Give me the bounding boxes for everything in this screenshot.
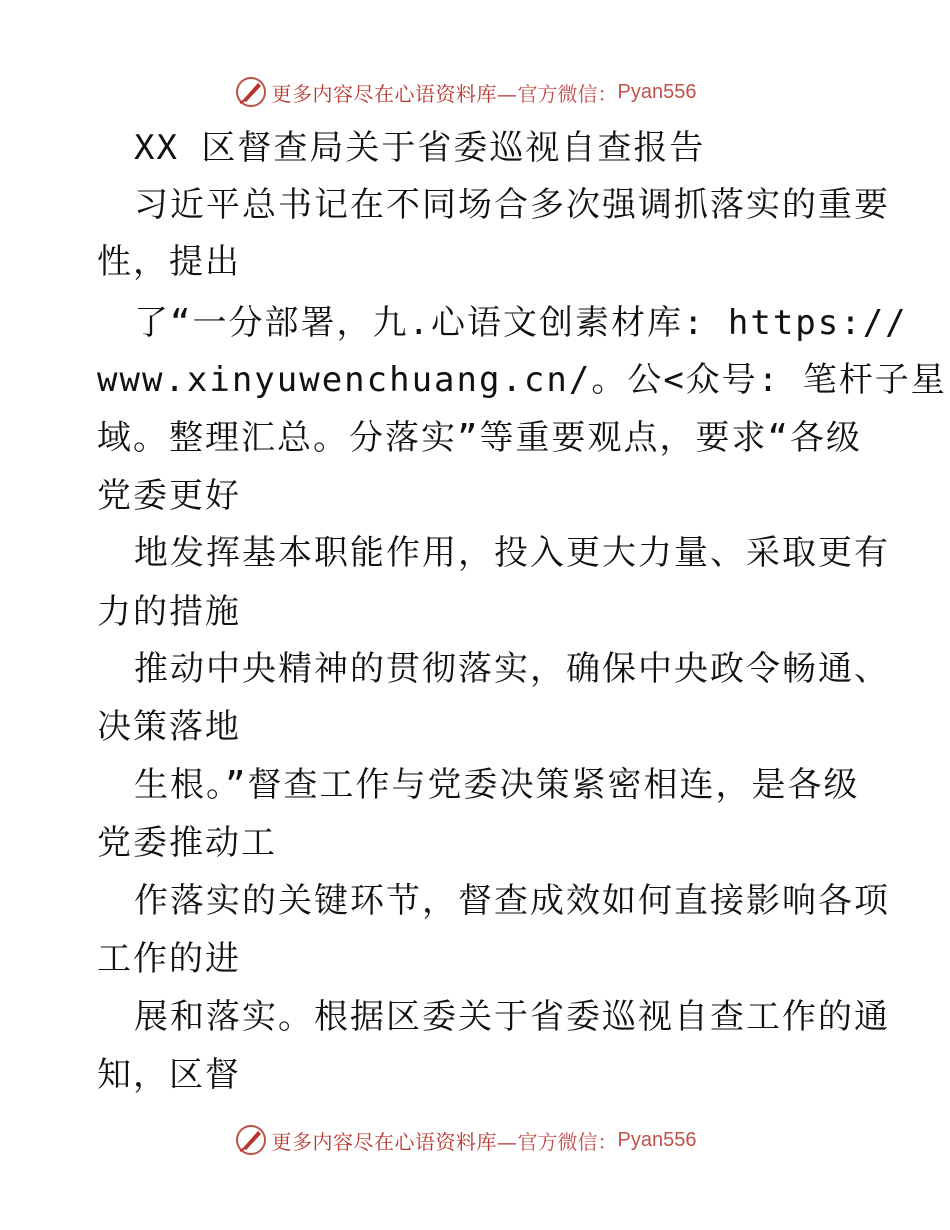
banner-wechat-id: Pyan556 <box>617 80 697 103</box>
paragraph-line: 知，区督 <box>97 1055 241 1095</box>
paragraph-line: 作落实的关键环节，督查成效如何直接影响各项 <box>134 881 890 921</box>
paragraph-line: 生根。”督查工作与党委决策紧密相连，是各级 <box>134 765 860 805</box>
paragraph-line: 工作的进 <box>97 939 241 979</box>
banner-text: 更多内容尽在心语资料库— <box>271 81 518 106</box>
paragraph-line: www.xinyuwenchuang.cn/。公<众号: 笔杆子星 <box>97 360 947 400</box>
quill-pen-logo-icon <box>234 75 268 109</box>
banner-wechat-id: Pyan556 <box>617 1128 697 1151</box>
paragraph-line: 了“一分部署，九.心语文创素材库: https:// <box>134 303 908 343</box>
paragraph-line: 决策落地 <box>97 707 241 747</box>
paragraph-line: 习近平总书记在不同场合多次强调抓落实的重要 <box>134 185 890 225</box>
paragraph-line: 地发挥基本职能作用，投入更大力量、采取更有 <box>134 533 890 573</box>
banner-wechat-label: 官方微信： <box>517 1129 618 1154</box>
paragraph-line: 域。整理汇总。分落实”等重要观点，要求“各级 <box>97 418 862 458</box>
banner-wechat-label: 官方微信： <box>517 81 618 106</box>
footer-banner <box>0 1120 950 1160</box>
header-banner <box>0 72 950 112</box>
paragraph-line: 展和落实。根据区委关于省委巡视自查工作的通 <box>134 997 890 1037</box>
paragraph-line: 推动中央精神的贯彻落实，确保中央政令畅通、 <box>134 649 890 689</box>
paragraph-line: 党委推动工 <box>97 823 277 863</box>
paragraph-line: 性，提出 <box>97 242 241 282</box>
paragraph-line: 力的措施 <box>97 592 241 632</box>
document-title: XX 区督查局关于省委巡视自查报告 <box>134 128 706 168</box>
banner-text: 更多内容尽在心语资料库— <box>271 1129 518 1154</box>
quill-pen-logo-icon <box>234 1123 268 1157</box>
paragraph-line: 党委更好 <box>97 476 241 516</box>
